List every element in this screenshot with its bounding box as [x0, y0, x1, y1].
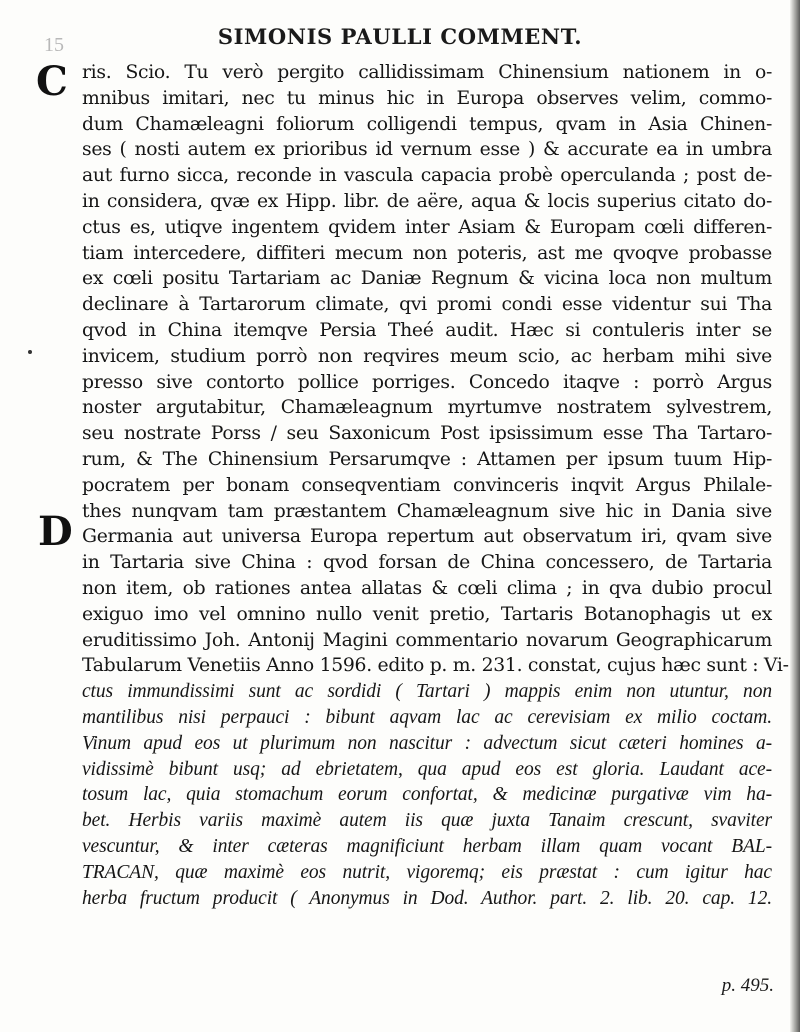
text-line-italic: Vinum apud eos ut plurimum non nascitur : advectum sicut cæteri homines a- — [82, 732, 772, 754]
page-number: 15 — [44, 34, 64, 56]
text-line-italic: ctus immundissimi sunt ac sordidi ( Tartari ) mappis enim non utuntur, non — [82, 681, 772, 703]
text-line: noster argutabitur, Chamæleagnum myrtumve nostratem sylvestrem, — [82, 397, 772, 419]
text-line: dum Chamæleagni foliorum colligendi tempus, qvam in Asia Chinen- — [82, 113, 772, 135]
text-line: declinare à Tartarorum climate, qvi promi condi esse videntur sui Tha — [82, 294, 772, 316]
text-line-italic: TRACAN, quæ maximè eos nutrit, vigoremq; eis præstat : cum igitur hac — [82, 861, 772, 883]
text-line: Germania aut universa Europa repertum aut observatum iri, qvam sive — [82, 526, 772, 548]
text-line-italic: mantilibus nisi perpauci : bibunt aqvam lac ac cerevisiam ex milio coctam. — [82, 706, 772, 728]
text-line: eruditissimo Joh. Antonij Magini commentario novarum Geographicarum — [82, 629, 772, 651]
text-line: Tabularum Venetiis Anno 1596. edito p. m. 231. constat, cujus hæc sunt : Vi- — [82, 655, 789, 677]
text-line: in considera, qvæ ex Hipp. libr. de aëre, aqua & locis superius citato do- — [82, 190, 772, 212]
text-line: aut furno sicca, reconde in vascula capacia probè operculanda ; post de- — [82, 165, 772, 187]
text-line: rum, & The Chinensium Persarumqve : Attamen per ipsum tuum Hip- — [82, 448, 772, 470]
text-line-italic: vidissimè bibunt usq; ad ebrietatem, qua apud eos est gloria. Laudant ace- — [82, 758, 772, 780]
text-line: tiam intercedere, diffiteri mecum non poteris, ast me qvoqve probasse — [82, 242, 772, 264]
text-line: invicem, studium porrò non reqvires meum scio, ac herbam mihi sive — [82, 345, 772, 367]
text-line-italic: tosum lac, quia stomachum eorum confortat, & medicinæ purgativæ vim ha- — [82, 784, 772, 806]
page-edge-shadow — [790, 0, 800, 1032]
text-line-italic: bet. Herbis variis maximè autem iis quæ juxta Tanaim crescunt, svaviter — [82, 810, 772, 832]
text-line: exiguo imo vel omnino nullo venit pretio, Tartaris Botanophagis ut ex — [82, 603, 772, 625]
text-line: non item, ob rationes antea allatas & cœli clima ; in qva dubio procul — [82, 577, 772, 599]
text-line: ris. Scio. Tu verò pergito callidissimam Chinensium nationem in o- — [82, 62, 772, 83]
text-line: seu nostrate Porss / seu Saxonicum Post ipsissimum esse Tha Tartaro- — [82, 423, 772, 445]
text-line: ctus es, utiqve ingentem qvidem inter Asiam & Europam cœli differen- — [82, 216, 772, 238]
body-text — [82, 60, 789, 911]
text-line: thes nunqvam tam præstantem Chamæleagnum sive hic in Dania sive — [82, 500, 772, 522]
text-line: presso sive contorto pollice porriges. Concedo itaqve : porrò Argus — [82, 371, 772, 393]
catchword: p. 495. — [721, 975, 774, 996]
text-line: ses ( nosti autem ex prioribus id vernum esse ) & accurate ea in umbra — [82, 139, 772, 161]
text-line-italic: vescuntur, & inter cæteras magnificiunt herbam illam quam vocant BAL- — [82, 835, 772, 857]
running-head: SIMONIS PAULLI COMMENT. — [217, 24, 583, 49]
text-line: mnibus imitari, nec tu minus hic in Europa observes velim, commo- — [82, 87, 772, 109]
drop-cap-d: D — [38, 508, 73, 555]
text-line: pocratem per bonam conseqventiam convinceris inqvit Argus Philale- — [82, 474, 772, 496]
text-line-italic: herba fructum producit ( Anonymus in Dod. Author. part. 2. lib. 20. cap. 12. — [82, 887, 772, 909]
text-line: ex cœli positu Tartariam ac Daniæ Regnum & vicina loca non multum — [82, 268, 772, 290]
text-line: in Tartaria sive China : qvod forsan de China concessero, de Tartaria — [82, 552, 772, 574]
text-line: qvod in China itemqve Persia Theé audit. Hæc si contuleris inter se — [82, 319, 772, 341]
margin-mark — [28, 350, 32, 354]
drop-cap-c: C — [36, 58, 68, 105]
